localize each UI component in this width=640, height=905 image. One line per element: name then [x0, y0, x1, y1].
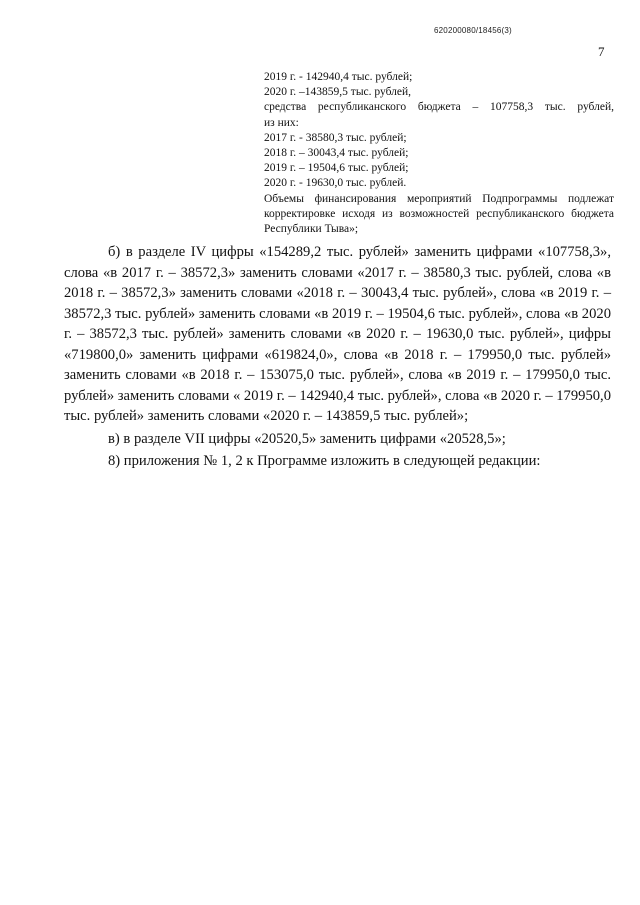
document-code: 620200080/18456(3) [434, 26, 512, 35]
funding-block [264, 70, 614, 237]
paragraph-v: в) в разделе VII цифры «20520,5» заменить цифрами «20528,5»; [108, 430, 506, 447]
funding-line: 2020 г. –143859,5 тыс. рублей, [264, 86, 412, 99]
page-number: 7 [598, 44, 605, 59]
funding-line: 2018 г. – 30043,4 тыс. рублей; [264, 147, 409, 160]
paragraph-b: б) в разделе IV цифры «154289,2 тыс. рублей» заменить цифрами «107758,3», слова «в 2017 г. – 38572,3» заменить словами «2017 г. – 38580,3 тыс. рублей, слова «в 2018 г. – 38572,3» заменить словами «2018 г. – 30043,4 тыс. рублей», слова «в 2019 г. – 38572,3 тыс. рублей» заменить словами «в 2019 г. – 19504,6 тыс. рублей», слова «в 2020 г. – 38572,3 тыс. рублей» заменить словами «в 2020 г. – 19630,0 тыс. рублей», цифры «719800,0» заменить цифрами «619824,0», слова «в 2018 г. – 179950,0 тыс. рублей» заменить словами «в 2018 г. – 153075,0 тыс. рублей», слова «в 2019 г. – 179950,0 тыс. рублей» заменить словами « 2019 г. – 142940,4 тыс. рублей», слова «в 2020 г. – 179950,0 тыс. рублей» заменить словами «2020 г. – 143859,5 тыс. рублей»; [64, 244, 611, 424]
funding-line: средства республиканского бюджета – 107758,3 тыс. рублей, [264, 101, 614, 114]
funding-line: 2017 г. - 38580,3 тыс. рублей; [264, 131, 407, 144]
funding-line: 2019 г. - 142940,4 тыс. рублей; [264, 71, 413, 83]
funding-line: 2019 г. – 19504,6 тыс. рублей; [264, 162, 409, 175]
paragraph-8: 8) приложения № 1, 2 к Программе изложить в следующей редакции: [108, 453, 541, 469]
funding-line: 2020 г. - 19630,0 тыс. рублей. [264, 177, 407, 190]
funding-line: из них: [264, 116, 299, 129]
funding-note: Объемы финансирования мероприятий Подпрограммы подлежат корректировке исходя из возможностей республиканского бюджета Республики Тыва»; [264, 192, 614, 236]
document-body [64, 242, 611, 472]
